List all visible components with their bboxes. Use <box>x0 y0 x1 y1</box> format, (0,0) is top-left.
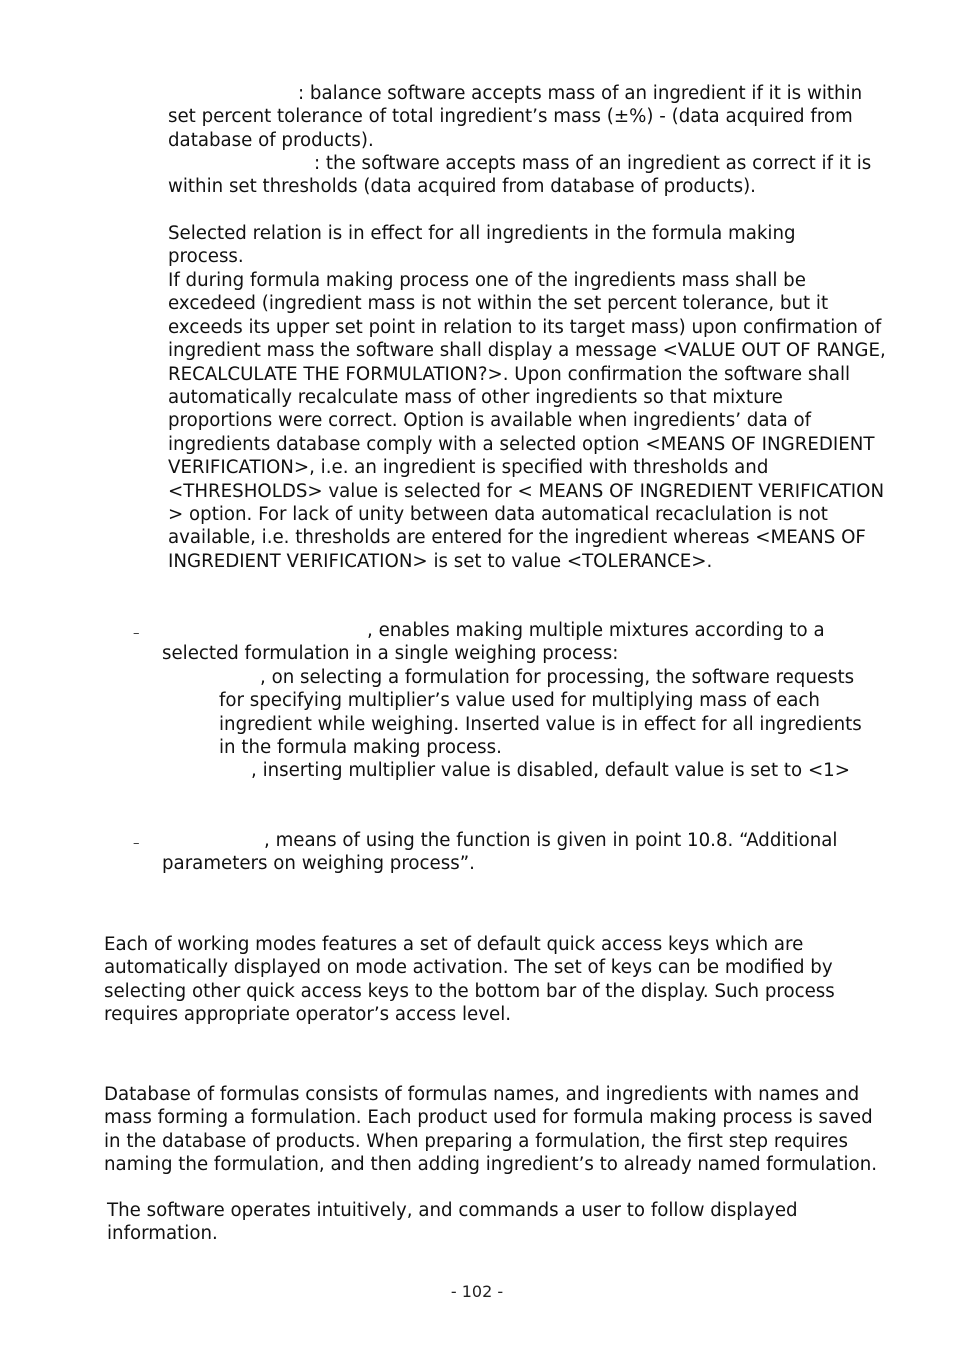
operates-paragraph: The software operates intuitively, and commands a user to follow displayed information. <box>107 1200 798 1245</box>
bullet-dash: – <box>133 836 140 851</box>
tolerance-paragraph <box>168 82 888 152</box>
database-paragraph: Database of formulas consists of formulas names, and ingredients with names and mass forming a formulation. Each product used for formula making process is saved in the database of products. When preparing a formulation, the first step requires naming the formulation, and then adding ingredient’s to already named formulation. <box>104 1084 878 1176</box>
function-text: , means of using the function is given in point 10.8. “Additional parameters on weighing process”. <box>162 830 838 875</box>
multiplier-text: , enables making multiple mixtures according to a selected formulation in a single weighing process: <box>162 620 825 665</box>
relation-paragraph: Selected relation is in effect for all ingredients in the formula making process. <box>168 223 796 268</box>
function-paragraph <box>162 829 882 876</box>
thresholds-paragraph <box>168 152 888 199</box>
multiplier-no-paragraph <box>219 759 859 782</box>
multiplier-yes-text: , on selecting a formulation for processing, the software requests for specifying multiplier’s value used for multiplying mass of each ingredient while weighing. Inserted value is in effect for all ingredients in the formula making process. <box>219 667 862 759</box>
page-number: - 102 - <box>450 1282 504 1301</box>
exceeded-paragraph: If during formula making process one of the ingredients mass shall be excedeed (ingredient mass is not within the set percent tolerance, but it exceeds its upper set point in relation to its target mass) upon confirmation of ingredient mass the software shall display a message <VALUE OUT OF RANGE, RECALCULATE THE FORMULATION?>. Upon confirmation the software shall automatically recalculate mass of other ingredients so that mixture proportions were correct. Option is available when ingredients’ data of ingredients database comply with a selected option <MEANS OF INGREDIENT VERIFICATION>, i.e. an ingredient is specified with thresholds and <THRESHOLDS> value is selected for < MEANS OF INGREDIENT VERIFICATION > option. For lack of unity between data automatical recaclulation is not available, i.e. thresholds are entered for the ingredient whereas <MEANS OF INGREDIENT VERIFICATION> is set to value <TOLERANCE>. <box>168 270 886 572</box>
thresholds-text: : the software accepts mass of an ingredient as correct if it is within set thresholds (data acquired from database of products). <box>168 153 872 198</box>
multiplier-paragraph <box>162 619 882 666</box>
multiplier-no-text: , inserting multiplier value is disabled, default value is set to <1> <box>251 760 850 781</box>
multiplier-yes-paragraph <box>219 666 879 760</box>
quick-keys-paragraph: Each of working modes features a set of default quick access keys which are automatically displayed on mode activation. The set of keys can be modified by selecting other quick access keys to the bottom bar of the display. Such process requires appropriate operator’s access level. <box>104 934 835 1026</box>
tolerance-text: : balance software accepts mass of an ingredient if it is within set percent tolerance of total ingredient’s mass (±%) - (data acquired from database of products). <box>168 83 863 151</box>
bullet-dash: – <box>133 626 140 641</box>
